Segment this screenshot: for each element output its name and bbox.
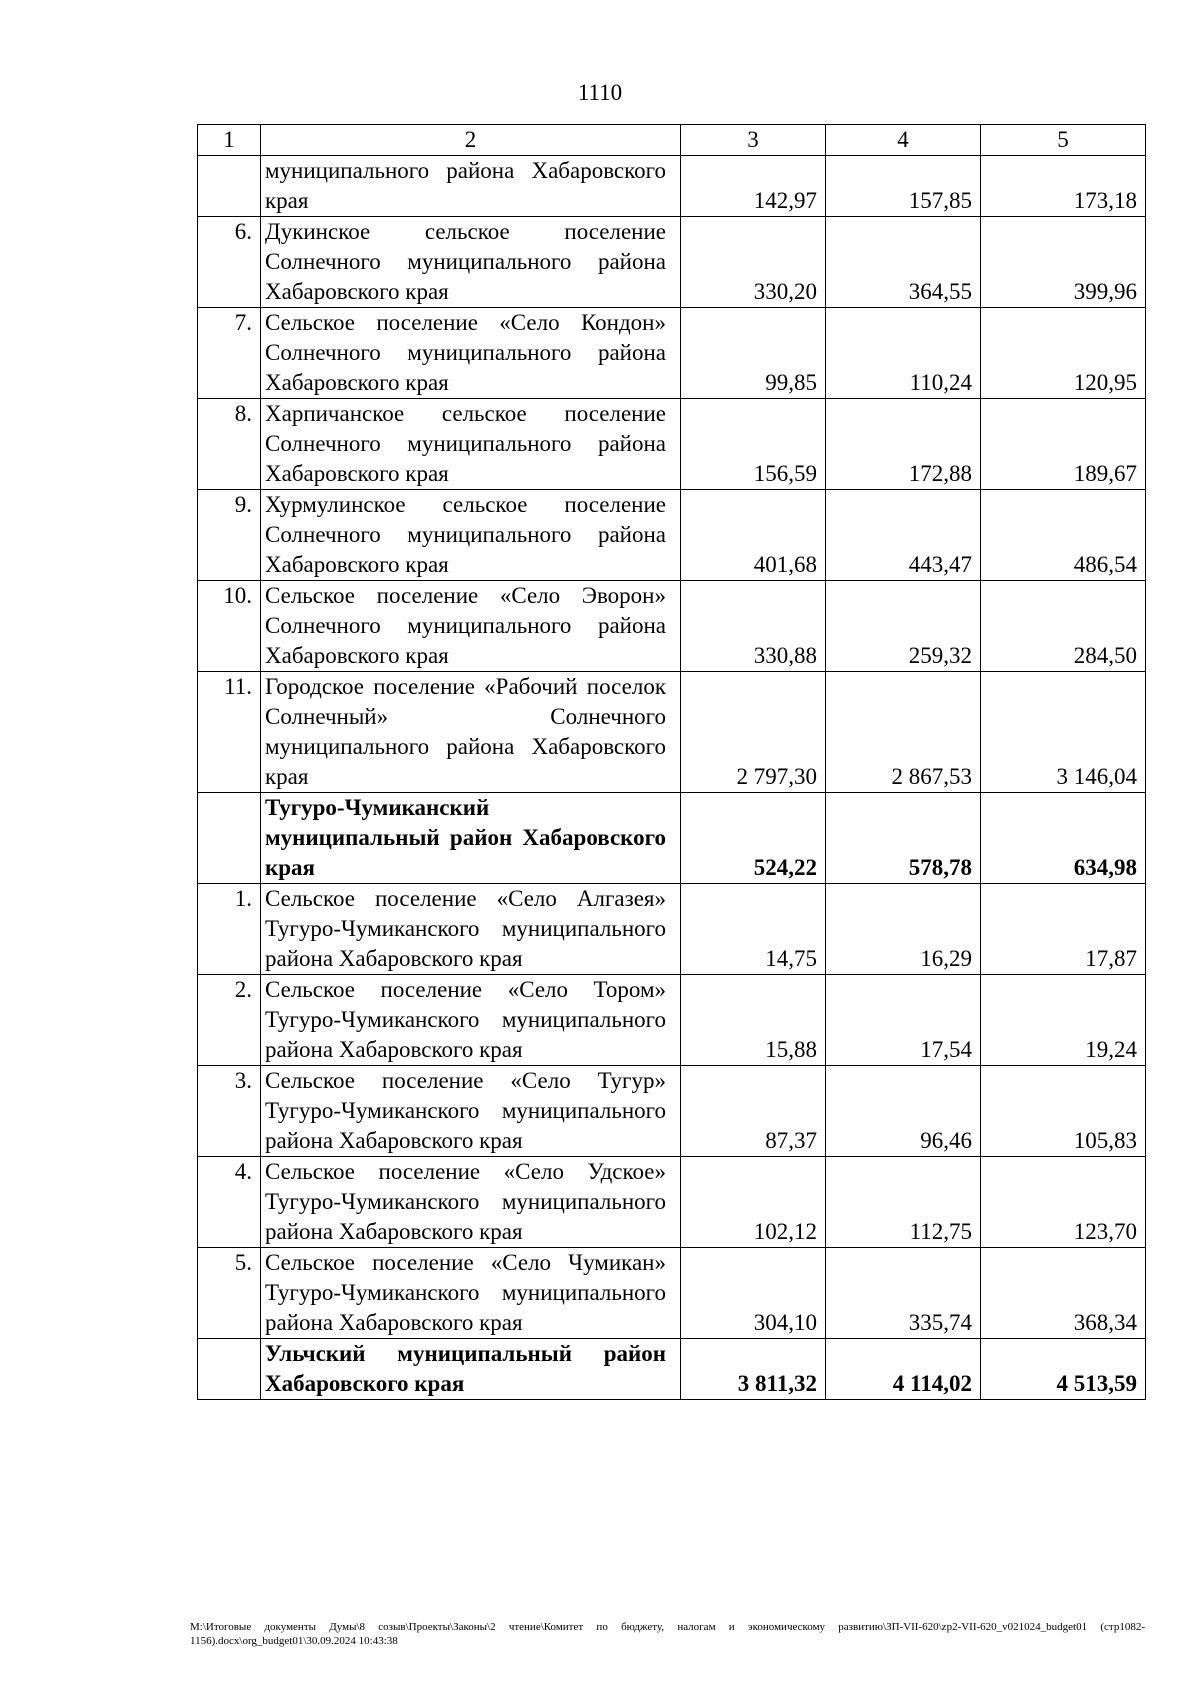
row-value-col3: 156,59 bbox=[681, 399, 826, 490]
page-number: 1110 bbox=[577, 80, 623, 105]
budget-table-body bbox=[198, 125, 1146, 1400]
row-value-col4: 17,54 bbox=[826, 975, 981, 1066]
row-value-col4: 443,47 bbox=[826, 490, 981, 581]
table-row-total bbox=[198, 793, 1146, 884]
row-value-col5: 123,70 bbox=[981, 1157, 1146, 1248]
row-value-col5: 19,24 bbox=[981, 975, 1146, 1066]
row-name: Сельское поселение «Село Эворон» Солнечного муниципального района Хабаровского края bbox=[261, 581, 681, 672]
table-row bbox=[198, 581, 1146, 672]
row-value-col4: 364,55 bbox=[826, 217, 981, 308]
row-number: 1. bbox=[198, 884, 261, 975]
row-value-col5: 173,18 bbox=[981, 156, 1146, 217]
row-value-col5: 17,87 bbox=[981, 884, 1146, 975]
row-name: Сельское поселение «Село Тором» Тугуро-Чумиканского муниципального района Хабаровского края bbox=[261, 975, 681, 1066]
row-number: 8. bbox=[198, 399, 261, 490]
row-value-col5: 189,67 bbox=[981, 399, 1146, 490]
row-value-col3: 142,97 bbox=[681, 156, 826, 217]
row-value-col5: 634,98 bbox=[981, 793, 1146, 884]
table-header-row bbox=[198, 125, 1146, 156]
row-number: 2. bbox=[198, 975, 261, 1066]
row-value-col4: 16,29 bbox=[826, 884, 981, 975]
row-value-col3: 2 797,30 bbox=[681, 672, 826, 793]
row-number: 3. bbox=[198, 1066, 261, 1157]
row-value-col3: 14,75 bbox=[681, 884, 826, 975]
row-value-col3: 304,10 bbox=[681, 1248, 826, 1339]
row-number bbox=[198, 156, 261, 217]
table-row bbox=[198, 1157, 1146, 1248]
row-value-col4: 2 867,53 bbox=[826, 672, 981, 793]
table-row bbox=[198, 156, 1146, 217]
row-value-col5: 284,50 bbox=[981, 581, 1146, 672]
row-value-col4: 578,78 bbox=[826, 793, 981, 884]
row-name: Хурмулинское сельское поселение Солнечного муниципального района Хабаровского края bbox=[261, 490, 681, 581]
row-number: 4. bbox=[198, 1157, 261, 1248]
table-row bbox=[198, 399, 1146, 490]
file-path-footer: M:\Итоговые документы Думы\8 созыв\Проекты\Законы\2 чтение\Комитет по бюджету, налогам и экономическому развитию\ЗП-VII-620\zp2-VII-620_v021024_budget01 (стр1082-1156).docx\org_budget01\30.09.2024 10:43:38 bbox=[190, 1621, 1145, 1647]
row-name: Сельское поселение «Село Алгазея» Тугуро-Чумиканского муниципального района Хабаровского края bbox=[261, 884, 681, 975]
row-value-col3: 102,12 bbox=[681, 1157, 826, 1248]
table-row bbox=[198, 217, 1146, 308]
table-row bbox=[198, 1066, 1146, 1157]
row-value-col5: 486,54 bbox=[981, 490, 1146, 581]
row-value-col4: 157,85 bbox=[826, 156, 981, 217]
row-value-col4: 335,74 bbox=[826, 1248, 981, 1339]
table-row bbox=[198, 672, 1146, 793]
row-value-col4: 172,88 bbox=[826, 399, 981, 490]
row-value-col3: 524,22 bbox=[681, 793, 826, 884]
row-name: Харпичанское сельское поселение Солнечного муниципального района Хабаровского края bbox=[261, 399, 681, 490]
row-number: 7. bbox=[198, 308, 261, 399]
row-name: муниципального района Хабаровского края bbox=[261, 156, 681, 217]
header-col-1: 1 bbox=[198, 125, 261, 156]
row-value-col5: 368,34 bbox=[981, 1248, 1146, 1339]
row-number bbox=[198, 1339, 261, 1400]
row-name: Сельское поселение «Село Чумикан» Тугуро-Чумиканского муниципального района Хабаровского края bbox=[261, 1248, 681, 1339]
table-row bbox=[198, 975, 1146, 1066]
row-name: Сельское поселение «Село Кондон» Солнечного муниципального района Хабаровского края bbox=[261, 308, 681, 399]
row-value-col4: 96,46 bbox=[826, 1066, 981, 1157]
header-col-4: 4 bbox=[826, 125, 981, 156]
row-value-col5: 105,83 bbox=[981, 1066, 1146, 1157]
row-number: 6. bbox=[198, 217, 261, 308]
row-value-col5: 3 146,04 bbox=[981, 672, 1146, 793]
row-name: Тугуро-Чумиканский муниципальный район Хабаровского края bbox=[261, 793, 681, 884]
row-value-col3: 99,85 bbox=[681, 308, 826, 399]
row-name: Ульчский муниципальный район Хабаровского края bbox=[261, 1339, 681, 1400]
table-row bbox=[198, 490, 1146, 581]
table-row bbox=[198, 1248, 1146, 1339]
row-value-col3: 401,68 bbox=[681, 490, 826, 581]
row-value-col3: 330,88 bbox=[681, 581, 826, 672]
budget-table bbox=[197, 124, 1146, 1400]
row-value-col5: 4 513,59 bbox=[981, 1339, 1146, 1400]
row-number: 5. bbox=[198, 1248, 261, 1339]
row-number: 9. bbox=[198, 490, 261, 581]
row-value-col3: 3 811,32 bbox=[681, 1339, 826, 1400]
row-number: 10. bbox=[198, 581, 261, 672]
row-value-col4: 259,32 bbox=[826, 581, 981, 672]
table-row bbox=[198, 884, 1146, 975]
row-number: 11. bbox=[198, 672, 261, 793]
header-col-3: 3 bbox=[681, 125, 826, 156]
row-name: Дукинское сельское поселение Солнечного муниципального района Хабаровского края bbox=[261, 217, 681, 308]
table-row-total bbox=[198, 1339, 1146, 1400]
row-value-col5: 120,95 bbox=[981, 308, 1146, 399]
row-value-col4: 4 114,02 bbox=[826, 1339, 981, 1400]
table-row bbox=[198, 308, 1146, 399]
row-value-col5: 399,96 bbox=[981, 217, 1146, 308]
row-name: Сельское поселение «Село Тугур» Тугуро-Чумиканского муниципального района Хабаровского края bbox=[261, 1066, 681, 1157]
row-name: Сельское поселение «Село Удское» Тугуро-Чумиканского муниципального района Хабаровского края bbox=[261, 1157, 681, 1248]
row-value-col3: 87,37 bbox=[681, 1066, 826, 1157]
header-col-5: 5 bbox=[981, 125, 1146, 156]
header-col-2: 2 bbox=[261, 125, 681, 156]
row-name: Городское поселение «Рабочий поселок Солнечный» Солнечного муниципального района Хабаровского края bbox=[261, 672, 681, 793]
row-number bbox=[198, 793, 261, 884]
row-value-col3: 15,88 bbox=[681, 975, 826, 1066]
row-value-col4: 110,24 bbox=[826, 308, 981, 399]
row-value-col4: 112,75 bbox=[826, 1157, 981, 1248]
row-value-col3: 330,20 bbox=[681, 217, 826, 308]
